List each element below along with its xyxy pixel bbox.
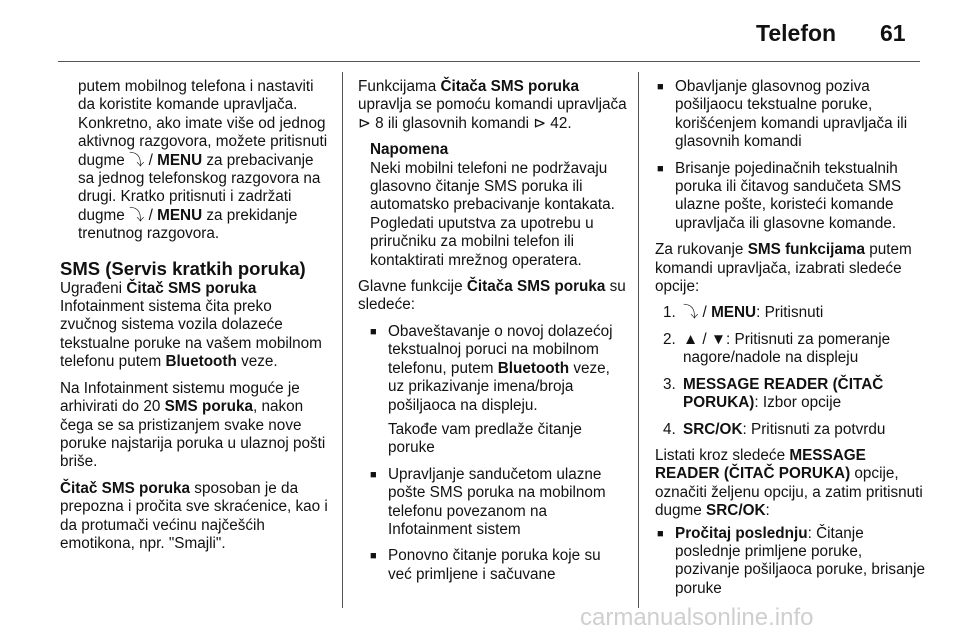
browse-paragraph: Listati kroz sledeće MESSAGE READER (ČITAČ PORUKA) opcije, označiti željenu opciju, a zatim pritisnuti dugme SRC/OK: [655,446,923,520]
sms-intro-paragraph: Ugrađeni Čitač SMS poruka Infotainment sistema čita preko zvučnog sistema vozila dolazeće tekstualne poruke na vašem mobilnom telefonu putem Bluetooth veze. [60,279,322,371]
phone-icon: ⤵ [683,304,699,322]
numbered-step: 1. ⤵ / MENU: Pritisnuti [663,304,824,322]
intro-paragraph: putem mobilnog telefona i nastaviti da koristite komande upravljača. Konkretno, ako imate više od jednog aktivnog razgovora, možete pritisnuti dugme ⤵ / MENU za prebacivanje sa jednog telefonskog razgovora na drugi. Kratko pritisnuti i zadržati dugme ⤵ / MENU za prekidanje trenutnog razgovora. [78,78,328,243]
note-heading: Napomena [370,141,449,159]
column-1 [60,78,330,561]
column-divider-2 [638,72,639,608]
phone-icon: ⤵ [129,206,145,224]
reader-paragraph: Čitač SMS poruka sposoban je da prepozna i pročita sve skraćenice, kao i da protumači većinu najčešćih emotikona, npr. "Smajli". [60,479,328,552]
bullet-icon: ■ [370,468,377,481]
numbered-step: 4. SRC/OK: Pritisnuti za potvrdu [663,420,886,438]
watermark: carmanualsonline.info [580,604,814,631]
note-text: Neki mobilni telefoni ne podržavaju glasovno čitanje SMS poruka ili automatsko prebacivanje kontakata. Pogledati uputstva za upotrebu u priručniku za mobilni telefon ili kontaktirati mrežnog operatera. [370,159,615,269]
section-heading: SMS (Servis kratkih poruka) [60,257,306,279]
numbered-step: 2. ▲ / ▼: Pritisnuti za pomeranje nagore/nadole na displeju [663,330,891,367]
bullet-icon: ■ [370,325,377,338]
archive-paragraph: Na Infotainment sistemu moguće je arhivirati do 20 SMS poruka, nakon čega se sa pristizanjem svake nove poruke najstarija poruka u ulaznoj pošti briše. [60,379,326,471]
page-number: 61 [880,20,906,46]
numbered-step: 3. MESSAGE READER (ČITAČ PORUKA): Izbor opcije [663,375,884,412]
reference-arrow-icon: ⊳ [358,114,371,132]
page-title: Telefon [756,20,837,46]
list-item: ■ Ponovno čitanje poruka koje su već primljene i sačuvane [370,547,601,583]
bullet-icon: ■ [657,81,664,93]
options-paragraph: Za rukovanje SMS funkcijama putem komandi upravljača, izabrati sledeće opcije: [655,241,912,296]
reference-arrow-icon: ⊳ [533,114,547,132]
list-item: ■ Obavljanje glasovnog poziva pošiljaocu tekstualne poruke, korišćenjem komandi upravljača ili glasovnih komandi [657,78,908,151]
up-down-arrow-icons: ▲ / ▼ [683,330,727,348]
list-item: ■ Brisanje pojedinačnih tekstualnih poruka ili čitavog sandučeta SMS ulazne pošte, koristeći komande upravljača ili glasovne komande. [657,159,902,232]
note-box [358,141,628,270]
list-item: ■ Pročitaj poslednju: Čitanje poslednje primljene poruke, pozivanje pošiljaoca poruke, brisanje poruke [657,524,926,597]
control-paragraph: Funkcijama Čitača SMS poruka upravlja se pomoću komandi upravljača ⊳ 8 ili glasovnih komandi ⊳ 42. [358,78,627,132]
header-divider [58,61,920,62]
column-divider-1 [342,72,343,608]
list-subtext: Takođe vam predlaže čitanje poruke [388,420,582,457]
bullet-icon: ■ [657,527,664,540]
phone-icon: ⤵ [129,151,145,169]
column-3 [655,78,925,606]
bullet-icon: ■ [657,162,664,175]
column-2 [358,78,628,592]
list-item: ■ Obaveštavanje o novoj dolazećoj tekstualnoj poruci na mobilnom telefonu, putem Bluetooth veze, uz prikazivanje imena/broja pošiljaoca na displeju. Takođe vam predlaže čitanje poruke [358,323,628,458]
list-item: ■ Upravljanje sandučetom ulazne pošte SMS poruka na mobilnom telefonu povezanom na Infotainment sistem [370,465,606,538]
functions-paragraph: Glavne funkcije Čitača SMS poruka su sledeće: [358,278,626,314]
bullet-icon: ■ [370,550,377,563]
